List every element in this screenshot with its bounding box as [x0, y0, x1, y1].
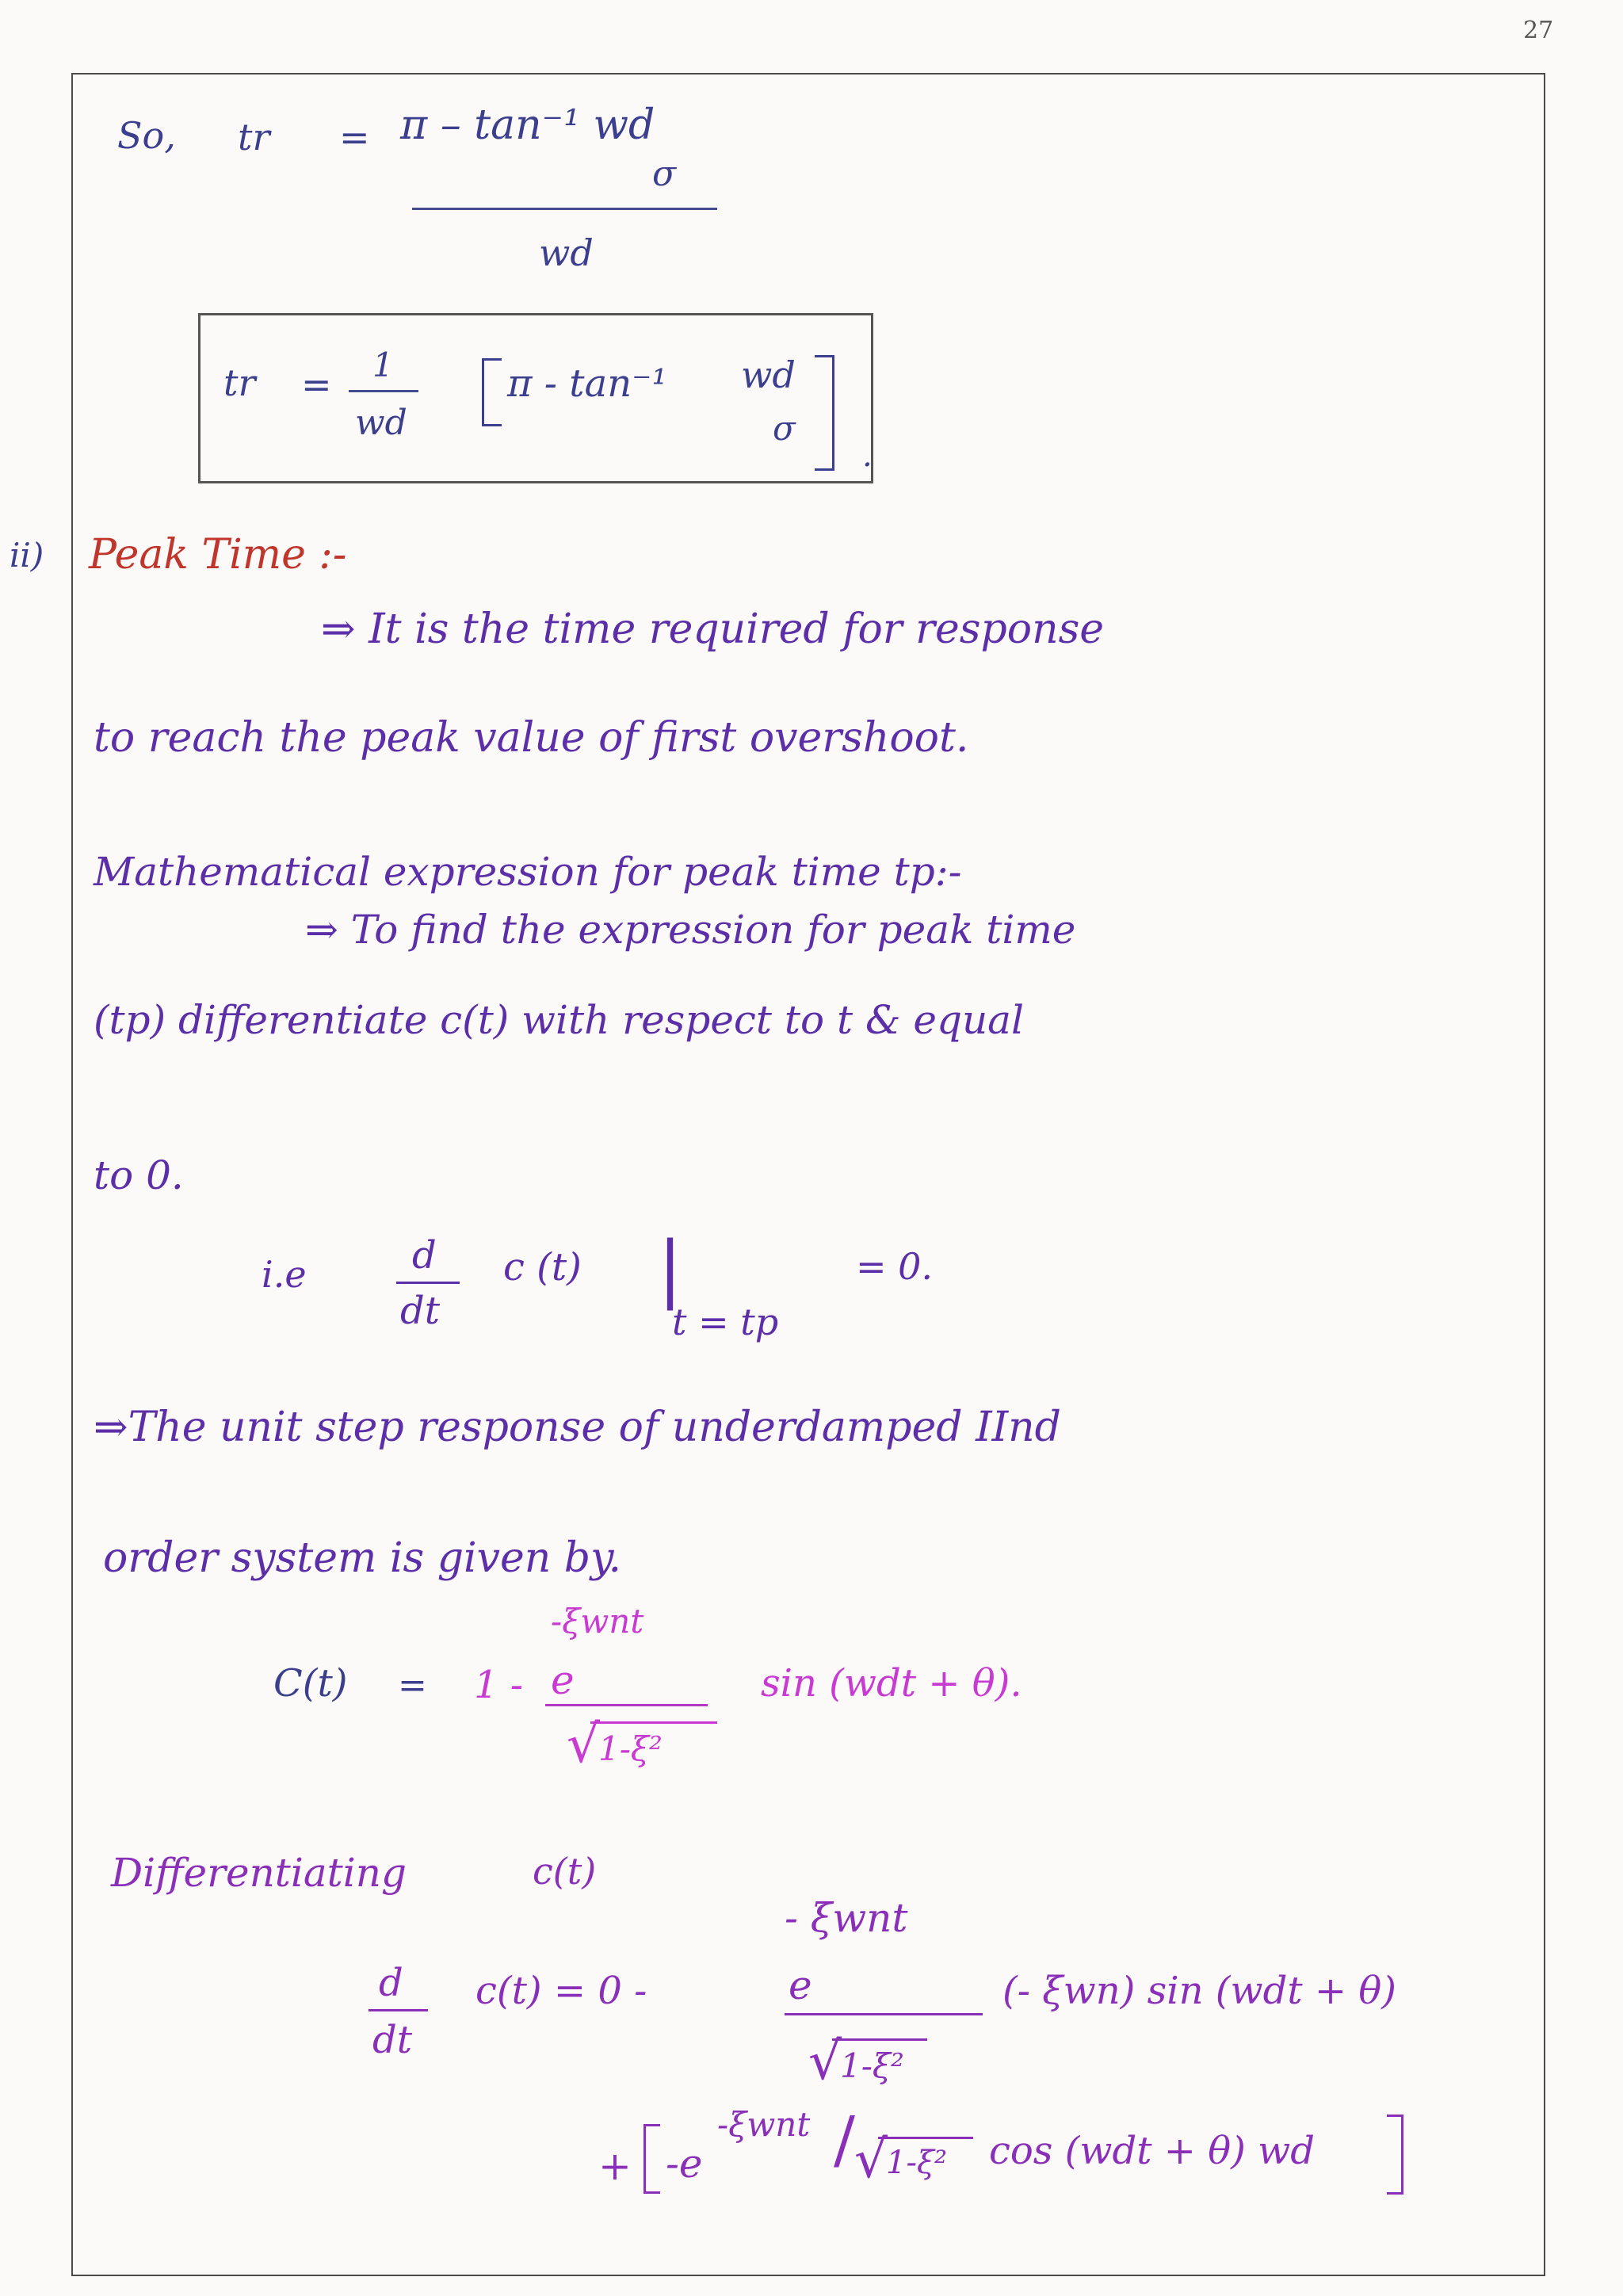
- derivative-fraction-bar: [785, 2013, 983, 2015]
- boxed-bracket-den: σ: [773, 409, 796, 448]
- derivative-dt: dt: [372, 2018, 413, 2062]
- boxed-frac-den: wd: [355, 403, 407, 443]
- derivative-bracket-radicand: 1-ξ²: [886, 2145, 948, 2181]
- derivative-sqrt: √ 1-ξ²: [808, 2035, 927, 2099]
- derivative-factor: (- ξwn) sin (wdt + θ): [1002, 1969, 1396, 2013]
- tr-numerator: π – tan⁻¹ wd: [400, 101, 655, 149]
- condition-ie: i.e: [262, 1253, 307, 1296]
- derivative-lhs: c(t) = 0 -: [475, 1969, 647, 2013]
- boxed-lhs: tr: [223, 361, 256, 404]
- page-number: 27: [1523, 17, 1554, 44]
- unit-step-line-2: order system is given by.: [103, 1534, 622, 1582]
- condition-d: d: [412, 1233, 437, 1278]
- ct-lhs: C(t): [273, 1661, 348, 1706]
- ct-one-minus: 1 -: [474, 1663, 524, 1707]
- condition-subscript: t = tp: [672, 1301, 779, 1343]
- condition-ct: c (t): [503, 1245, 582, 1289]
- derivative-exp-power: - ξwnt: [785, 1895, 908, 1941]
- derivative-bracket-slash: /: [834, 2103, 855, 2176]
- ct-exp-power: -ξwnt: [551, 1602, 644, 1641]
- boxed-bracket-main: π - tan⁻¹: [507, 361, 667, 406]
- derivative-d-bar: [369, 2009, 428, 2011]
- derivative-bracket-cos: cos (wdt + θ) wd: [989, 2129, 1315, 2173]
- tr-numerator-den: σ: [652, 154, 677, 194]
- ct-fraction-bar: [545, 1704, 708, 1706]
- section-heading: Peak Time :-: [89, 531, 347, 579]
- ct-equals: =: [398, 1665, 427, 1706]
- differentiating-label: Differentiating: [111, 1850, 407, 1896]
- so-label: So,: [117, 114, 176, 157]
- derivative-bracket-left: [643, 2124, 660, 2194]
- section-number: ii): [10, 536, 44, 575]
- math-expression-line-1: ⇒ To find the expression for peak time: [305, 907, 1076, 953]
- condition-fraction-bar: [396, 1282, 460, 1284]
- math-expression-line-2: (tp) differentiate c(t) with respect to t & equal: [94, 997, 1024, 1043]
- derivative-exp-base: e: [789, 1962, 812, 2008]
- derivative-radicand: 1-ξ²: [840, 2046, 904, 2085]
- boxed-end-dot: .: [862, 437, 873, 474]
- math-expression-line-3: to 0.: [94, 1152, 184, 1198]
- definition-line-2: to reach the peak value of first overshoot.: [94, 714, 969, 762]
- ct-sin-term: sin (wdt + θ).: [761, 1661, 1022, 1706]
- math-expression-heading: Mathematical expression for peak time tp:-: [94, 849, 962, 895]
- differentiating-ct: c(t): [533, 1850, 597, 1893]
- definition-line-1: ⇒ It is the time required for response: [321, 606, 1105, 653]
- derivative-d: d: [379, 1961, 403, 2005]
- condition-evaluation-bar: |: [658, 1226, 682, 1311]
- derivative-bracket-sqrt: √ 1-ξ²: [854, 2134, 973, 2197]
- boxed-frac-num: 1: [372, 346, 394, 384]
- ct-sqrt: √ 1-ξ²: [567, 1718, 717, 1782]
- condition-rhs: = 0.: [856, 1245, 934, 1288]
- ct-exp-base: e: [551, 1657, 575, 1703]
- boxed-right-bracket: [815, 355, 834, 471]
- tr-lhs: tr: [238, 116, 270, 159]
- unit-step-line-1: ⇒The unit step response of underdamped IInd: [94, 1404, 1061, 1451]
- ct-radicand: 1-ξ²: [598, 1729, 663, 1768]
- derivative-bracket-exp-power: -ξwnt: [717, 2105, 811, 2144]
- tr-equals: =: [339, 116, 370, 159]
- condition-dt: dt: [400, 1289, 441, 1333]
- tr-denominator: wd: [539, 231, 594, 274]
- derivative-bracket-right: [1387, 2115, 1403, 2195]
- boxed-left-bracket: [482, 358, 502, 426]
- boxed-frac-bar: [349, 390, 418, 392]
- tr-fraction-bar: [412, 208, 717, 210]
- derivative-bracket-exp-base: -e: [666, 2141, 703, 2187]
- boxed-bracket-num: wd: [741, 353, 796, 396]
- derivative-plus: +: [598, 2143, 632, 2189]
- boxed-equals: =: [301, 363, 332, 406]
